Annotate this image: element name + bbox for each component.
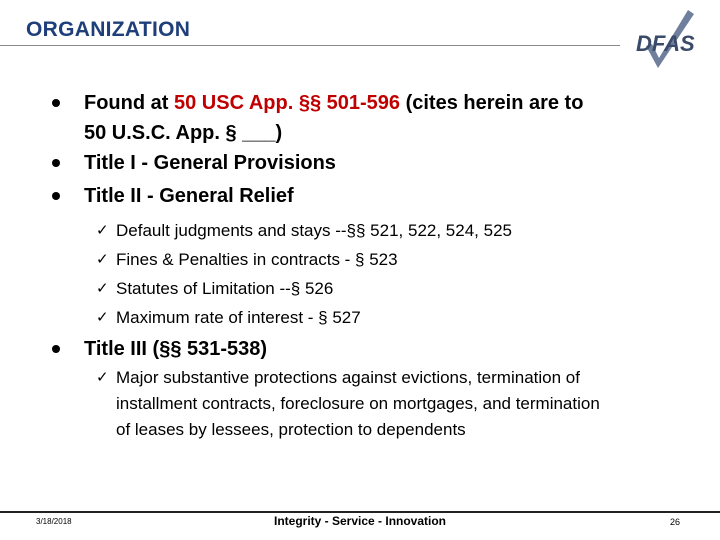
bullet-text: (cites herein are to bbox=[400, 92, 584, 114]
bullet-dot bbox=[52, 159, 60, 167]
bullet-dot bbox=[52, 99, 60, 107]
sub-item-protections bbox=[96, 365, 696, 443]
footer-tagline: Integrity - Service - Innovation bbox=[273, 514, 447, 528]
sub-item-text: Fines & Penalties in contracts - § 523 bbox=[116, 250, 398, 269]
footer-divider bbox=[0, 511, 720, 513]
sub-item-text: Default judgments and stays --§§ 521, 522, 524, 525 bbox=[116, 221, 512, 240]
bullet-dot bbox=[52, 345, 60, 353]
bullet-found-at bbox=[84, 88, 704, 118]
bullet-text: Title III (§§ 531-538) bbox=[84, 338, 268, 360]
bullet-text: Title II - General Relief bbox=[84, 185, 294, 207]
title-divider bbox=[0, 45, 620, 46]
sub-item-text: Maximum rate of interest - § 527 bbox=[116, 308, 361, 327]
sub-item bbox=[96, 274, 696, 303]
check-icon: ✓ bbox=[96, 251, 109, 268]
bullet-text: Found at bbox=[84, 92, 174, 114]
bullet-found-at-line2: 50 U.S.C. App. § ___) bbox=[84, 122, 283, 144]
footer-date: 3/18/2018 bbox=[36, 517, 72, 526]
bullet-title-1 bbox=[84, 148, 704, 178]
citation-highlight: 50 USC App. §§ 501-596 bbox=[173, 92, 401, 114]
sub-item-text: Statutes of Limitation --§ 526 bbox=[116, 279, 334, 298]
check-icon: ✓ bbox=[96, 280, 109, 297]
sub-item-text: of leases by lessees, protection to dependents bbox=[116, 420, 466, 439]
logo-text: DFAS bbox=[636, 31, 695, 56]
bullet-dot bbox=[52, 192, 60, 200]
bullet-title-2 bbox=[84, 181, 704, 211]
sub-item-text: Major substantive protections against evictions, termination of bbox=[116, 368, 580, 387]
slide-title: ORGANIZATION bbox=[26, 18, 191, 41]
sub-item-text: installment contracts, foreclosure on mortgages, and termination bbox=[116, 394, 600, 413]
dfas-logo bbox=[628, 6, 702, 72]
sub-item bbox=[96, 245, 696, 274]
bullet-text: Title I - General Provisions bbox=[84, 152, 336, 174]
check-icon: ✓ bbox=[96, 369, 109, 386]
check-icon: ✓ bbox=[96, 309, 109, 326]
page-number: 26 bbox=[670, 517, 681, 527]
bullet-title-3 bbox=[84, 334, 704, 364]
sub-item bbox=[96, 216, 696, 245]
check-icon: ✓ bbox=[96, 222, 109, 239]
sub-item bbox=[96, 303, 696, 332]
